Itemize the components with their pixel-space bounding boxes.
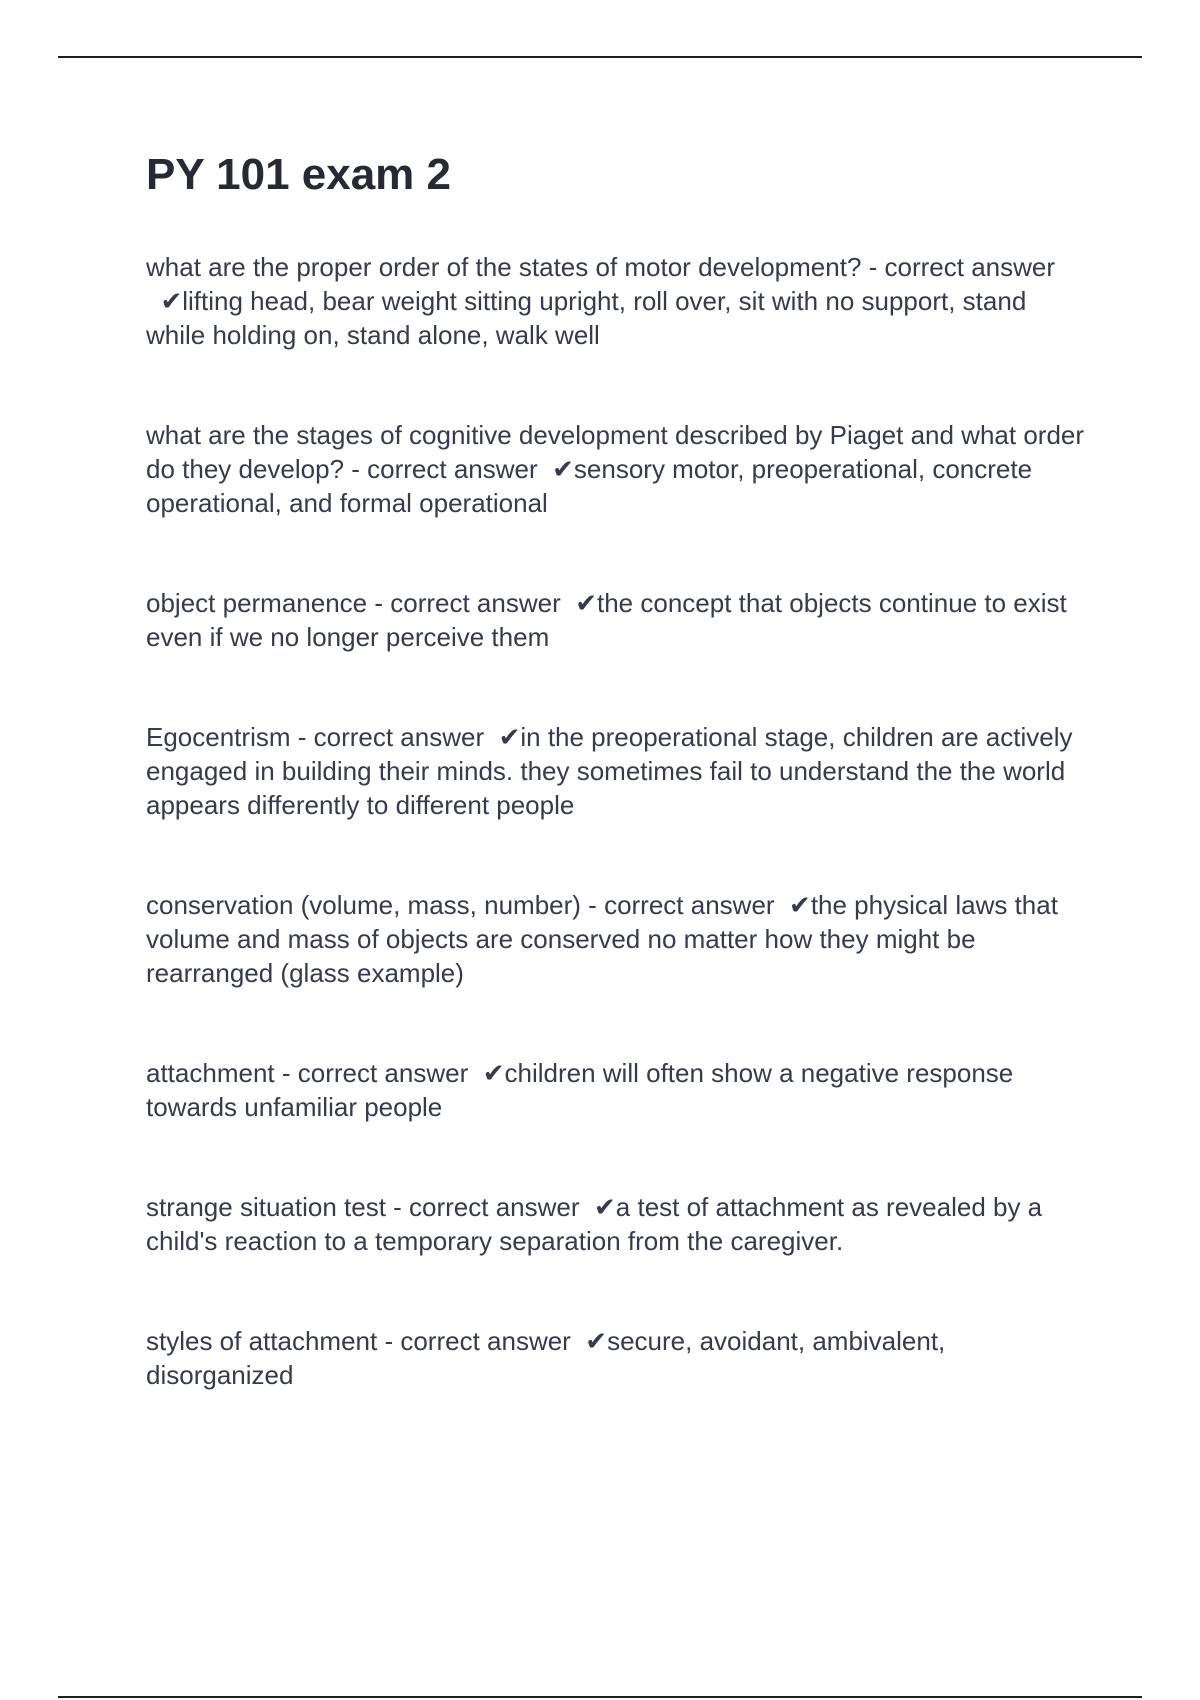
qa-term: conservation (volume, mass, number) xyxy=(146,890,581,920)
qa-answer: the physical laws that volume and mass of objects are conserved no matter how they might be rearranged (glass example) xyxy=(146,890,1058,988)
qa-list xyxy=(146,250,1086,1392)
qa-answer: secure, avoidant, ambivalent, disorganized xyxy=(146,1326,946,1390)
qa-answer: children will often show a negative response towards unfamiliar people xyxy=(146,1058,1014,1122)
checkmark-icon: ✔ xyxy=(593,1192,616,1222)
answer-label: correct answer xyxy=(297,1058,469,1088)
qa-answer: in the preoperational stage, children are actively engaged in building their minds. they sometimes fail to understand the the world appears differently to different people xyxy=(146,722,1073,820)
qa-term: Egocentrism xyxy=(146,722,291,752)
answer-label: correct answer xyxy=(884,252,1056,282)
qa-term: attachment xyxy=(146,1058,275,1088)
qa-term: object permanence xyxy=(146,588,368,618)
qa-item: conservation (volume, mass, number) - correct answer ✔the physical laws that volume and mass of objects are conserved no matter how they might be rearranged (glass example) xyxy=(146,890,1058,988)
bottom-divider xyxy=(58,1696,1142,1698)
qa-item: styles of attachment - correct answer ✔secure, avoidant, ambivalent, disorganized xyxy=(146,1326,946,1390)
qa-answer: lifting head, bear weight sitting upright, roll over, sit with no support, stand while holding on, stand alone, walk well xyxy=(146,286,1027,350)
qa-term: styles of attachment xyxy=(146,1326,378,1356)
answer-label: correct answer xyxy=(400,1326,571,1356)
checkmark-icon: ✔ xyxy=(552,454,574,484)
qa-item: strange situation test - correct answer ✔a test of attachment as revealed by a child's reaction to a temporary separation from the caregiver. xyxy=(146,1192,1043,1256)
qa-answer: the concept that objects continue to exist even if we no longer perceive them xyxy=(146,588,1067,652)
qa-item: object permanence - correct answer ✔the concept that objects continue to exist even if we no longer perceive them xyxy=(146,588,1067,652)
qa-item: what are the stages of cognitive development described by Piaget and what order do they develop? - correct answer ✔sensory motor, preoperational, concrete operational, and formal operational xyxy=(146,420,1085,518)
qa-item: what are the proper order of the states of motor development? - correct answer ✔lifting head, bear weight sitting upright, roll over, sit with no support, stand while holding on, stand alone, walk well xyxy=(146,252,1056,350)
qa-item: Egocentrism - correct answer ✔in the preoperational stage, children are actively engaged in building their minds. they sometimes fail to understand the the world appears differently to different people xyxy=(146,722,1073,820)
qa-answer: a test of attachment as revealed by a child's reaction to a temporary separation from the caregiver. xyxy=(146,1192,1043,1256)
answer-label: correct answer xyxy=(367,454,538,484)
top-divider xyxy=(58,56,1142,58)
checkmark-icon: ✔ xyxy=(575,588,597,618)
checkmark-icon: ✔ xyxy=(585,1326,608,1356)
checkmark-icon: ✔ xyxy=(482,1058,505,1088)
checkmark-icon: ✔ xyxy=(498,722,521,752)
qa-item: attachment - correct answer ✔children will often show a negative response towards unfamiliar people xyxy=(146,1058,1014,1122)
qa-term: strange situation test xyxy=(146,1192,386,1222)
answer-label: correct answer xyxy=(313,722,485,752)
checkmark-icon: ✔ xyxy=(789,890,811,920)
page-title: PY 101 exam 2 xyxy=(146,150,451,199)
qa-term: what are the stages of cognitive development described by Piaget and what order do they develop? xyxy=(146,420,1085,484)
checkmark-icon: ✔ xyxy=(160,286,183,316)
answer-label: correct answer xyxy=(409,1192,580,1222)
qa-term: what are the proper order of the states of motor development? xyxy=(146,252,862,282)
document-body xyxy=(146,150,1086,1458)
answer-label: correct answer xyxy=(604,890,775,920)
answer-label: correct answer xyxy=(390,588,561,618)
qa-answer: sensory motor, preoperational, concrete operational, and formal operational xyxy=(146,454,1033,518)
